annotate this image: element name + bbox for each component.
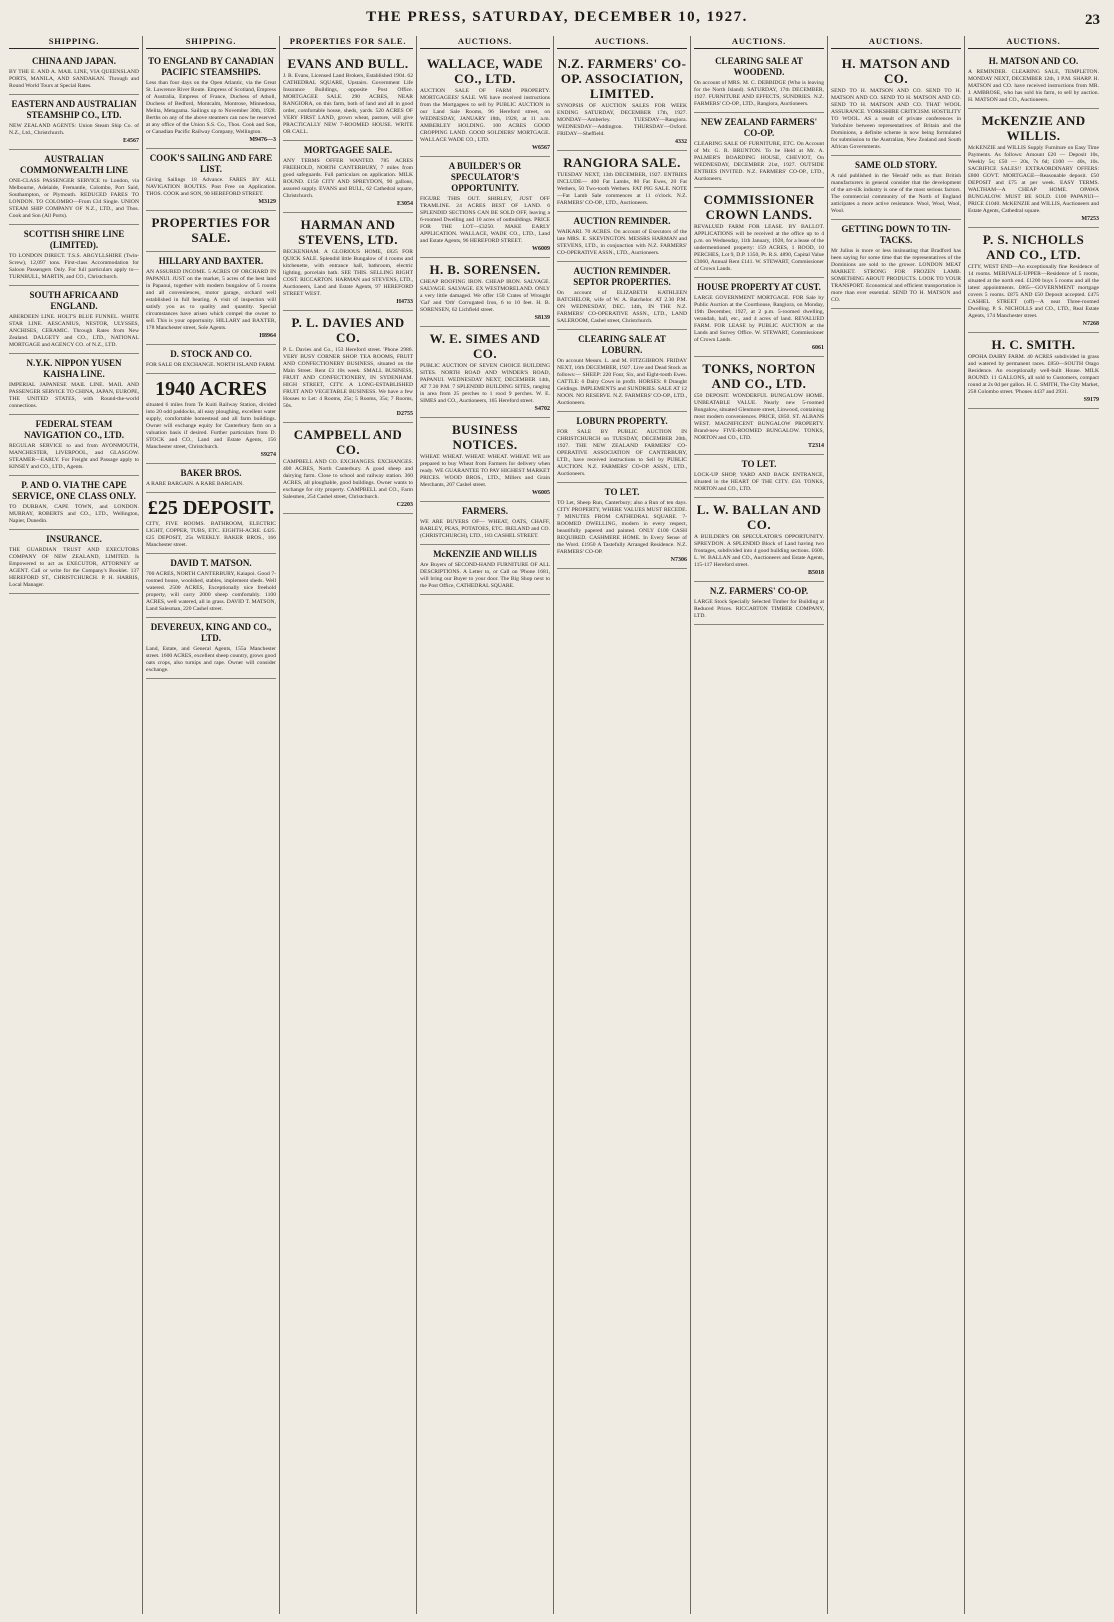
ad-reference-code: H4733 [396,299,413,305]
masthead [0,0,1114,30]
ad-title: H. B. SORENSEN. [429,262,541,277]
ad-body: TUESDAY NEXT, 13th DECEMBER, 1927. ENTRIES INCLUDE— 400 Fat Lambs, 80 Fat Ewes, 20 Fat Wethers, 50 Two-tooth Wethers. FAT PIG SALE. NOTE—Fat Lamb Sale commences at 11 o'clock. N.Z. FARMERS' CO-OP., LTD., Auctioneers. [557,172,687,206]
ad-title: N.Z. FARMERS' CO-OP. [709,586,809,596]
column [6,36,143,1614]
advertisement [420,502,550,545]
ad-body: OPOHA DAIRY FARM. 40 ACRES subdivided in grass and watered by permanent races. £850—SOUTH Otago Residence. An exceptionally well-built House. MILK ROUND. 11 GALLONS, all sold to Customers, compact round at 2s 0d per gallon. H. C. SMITH, The City Market, 258 Colombo street. 'Phones 4437 and 2931. [968,354,1099,395]
advertisement [283,141,413,213]
ad-body: McKENZIE and WILLIS Supply Furniture on Easy Time Payments. As follows: Amount £20 — Deposit 10s, Weekly 5s; £50 — 20s, 7s 6d; £100 — 40s, 10s. SACRIFICE SALES!! EXTRAORDINARY OFFERS: £800 GOVT. MORTGAGE—Reasonable deposit. £50 DEPOSIT and £75 at per week. EASY TERMS. WALTHAM—A CHEAP HOME. OPAWA BUNGALOW. MUST BE SOLD. £100 PAPANUI—PRICE £1040. McKENZIE and WILLIS, Auctioneers and Estate Agents, Cathedral square. [968,145,1099,214]
advertisement [694,52,824,113]
ad-reference-code: M7253 [1081,216,1099,222]
advertisement [557,52,687,151]
ad-title: COMMISSIONER CROWN LANDS. [703,192,815,222]
ad-title: SOUTH AFRICA AND ENGLAND. [29,290,119,311]
ad-title: McKENZIE AND WILLIS. [981,113,1086,143]
advertisement [831,220,961,309]
ad-body: IMPERIAL JAPANESE MAIL LINE. MAIL AND PASSENGER SERVICE TO CHINA, JAPAN, EUROPE, THE UNITED STATES, with Round-the-world connections. [9,382,139,409]
ad-reference-code: S8139 [534,315,550,321]
advertisement [9,286,139,354]
advertisement [9,225,139,286]
column-heading: AUCTIONS. [557,36,687,49]
advertisement [557,330,687,412]
ad-title: P. S. NICHOLLS AND CO., LTD. [982,232,1085,262]
advertisement [420,258,550,327]
ad-title: H. MATSON AND CO. [841,56,951,86]
page-number: 23 [1085,12,1100,28]
ad-reference-code: S9274 [260,452,276,458]
advertisement [557,151,687,212]
ad-reference-code: N7268 [1082,321,1099,327]
ad-title: A BUILDER'S OR SPECULATOR'S OPPORTUNITY. [448,161,522,193]
ad-title: CHINA AND JAPAN. [31,56,117,66]
ad-reference-code: H8964 [259,333,276,339]
ad-title: INSURANCE. [46,534,102,544]
ad-reference-code: C2203 [396,502,413,508]
ad-reference-code: 4332 [675,139,687,145]
ad-body: 700 ACRES, NORTH CANTERBURY, Kaiapoi. Good 7-roomed house, woolshed, stables, implement sheds. Well watered. 2500 ACRES, Exceptionally nice freehold property, will carry 2000 sheep comfortably. 1100 ACRES, well watered, all in grass. DAVID T. MATSON, Land Salesman, 220 Cashel street. [146,571,276,612]
ad-title: SCOTTISH SHIRE LINE (LIMITED). [23,229,125,250]
column [280,36,417,1614]
column-grid [6,36,1110,1614]
ad-title: McKENZIE AND WILLIS [433,549,537,559]
ad-body: WHEAT. WHEAT. WHEAT. WHEAT. WHEAT. WE are prepared to buy Wheat from Farmers for delivery when ready. WE GUARANTEE TO PAY HIGHEST MARKET PRICES. WOOD BROS., LTD., Millers and Grain Merchants, 207 Cashel street. [420,454,550,488]
ad-body: TO LONDON DIRECT. T.S.S. ARGYLLSHIRE (Twin-Screw), 12,097 tons. First-class Accommodation for Saloon Passengers Only. For full particulars apply to— TURNBULL, MARTIN, and CO., Christchurch. [9,253,139,280]
ad-title: CLEARING SALE AT WOODEND. [715,56,803,77]
ad-title: DEVEREUX, KING AND CO., LTD. [150,622,272,643]
ad-title: TONKS, NORTON AND CO., LTD. [702,361,816,391]
ad-reference-code: D2755 [396,411,413,417]
ad-body: FOR SALE OR EXCHANGE. NORTH ISLAND FARM. [146,362,276,368]
column-heading: SHIPPING. [146,36,276,49]
ad-body: LARGE GOVERNMENT MORTGAGE. FOR Sale by Public Auction at the Courthouse, Rangiora, on Monday, 19th December, 1927, at 2 p.m. 5-roomed dwelling, verandah, hall, etc., and 4 acres of land. REVALUED FARM. FOR LEASE by PUBLIC AUCTION at the Lands and Survey Office. W. STEWART, Commissioner of Crown Lands. [694,295,824,343]
ad-body: WE ARE BUYERS OF— WHEAT, OATS, CHAFF, BARLEY, PEAS, POTATOES, ETC. IRELAND and CO. (CHRISTCHURCH), LTD., 183 CASHEL STREET. [420,519,550,539]
ad-title: LOBURN PROPERTY. [576,416,668,426]
advertisement [968,52,1099,109]
ad-reference-code: E3054 [396,201,413,207]
ad-title: FEDERAL STEAM NAVIGATION CO., LTD. [23,419,125,440]
advertisement [9,95,139,150]
column-heading: PROPERTIES FOR SALE. [283,36,413,49]
advertisement [831,52,961,156]
ad-title: TO LET. [604,487,640,497]
ad-body: £50 DEPOSIT. WONDERFUL BUNGALOW HOME. UNBEATABLE VALUE. Nearly new 5-roomed Bungalow, situated Glenmore street, Linwood, containing most modern conveniences. PRICE, £850. ST. ALBANS WEST. MAGNIFICENT BUNGALOW PROPERTY. Brand-new FIVE-ROOMED BUNGALOW. TONKS, NORTON and CO., LTD. [694,393,824,441]
ad-body: PUBLIC AUCTION OF SEVEN CHOICE BUILDING SITES. NORTH ROAD AND WINDER'S ROAD, PAPANUI. WEDNESDAY NEXT, DECEMBER 14th, AT 7.30 P.M. 7 SPLENDID BUILDING SITES, ranging in area from 25 perches to 1 rood 9 perches. W. E. SIMES and CO., Auctioneers, 165 Hereford street. [420,363,550,404]
ad-title: D. STOCK AND CO. [170,349,252,359]
ad-body: On account Messrs. L. and M. FITZGIBBON. FRIDAY NEXT, 16th DECEMBER, 1927. Live and Dead Stock as follows:— SHEEP: 220 Four, Six, and Eight-tooth Ewes. CATTLE: 6 Dairy Cows in profit. HORSES: 8 Draught Geldings. IMPLEMENTS and SUNDRIES. SALE AT 12 NOON. NO RESERVE. N.Z. FARMERS' CO-OP., LTD., Auctioneers. [557,358,687,406]
ad-body: CHEAP ROOFING IRON. CHEAP IRON. SALVAGE. SALVAGE. SALVAGE. EX WESTMORELAND. ONLY a very little damaged. We offer 150 Crates of Wrought 'Gal' and 'Orb' Corrugated Iron, 6 to 10 feet. H. B. SORENSEN, 62 Lichfield street. [420,279,550,313]
ad-reference-code: S4702 [534,406,550,412]
ad-reference-code: W6009 [532,246,550,252]
ad-body: TO Let, Sheep Run, Canterbury; also a Run of ten days. CITY PROPERTY, WHERE VALUES MUST RECEDE. 7 MINUTES FROM CATHEDRAL SQUARE. 7-ROOMED DWELLING, modern in every respect, beautifully papered and painted. ONLY £100 CASH REQUIRED. CASHMERE HOME. In Every Sense of the Word. £1950 A Tastefully Arranged Residence. N.Z. FARMERS' CO-OP. [557,500,687,555]
ad-body: FOR SALE BY PUBLIC AUCTION IN CHRISTCHURCH on TUESDAY, DECEMBER 20th, 1927. THE NEW ZEALAND FARMERS' CO-OPERATIVE ASSOCIATION OF CANTERBURY, LTD., have received instructions to Sell by PUBLIC AUCTION. N.Z. FARMERS' CO-OP. ASSN., LTD., Auctioneers. [557,429,687,477]
column-heading: AUCTIONS. [420,36,550,49]
ad-title: PROPERTIES FOR SALE. [151,215,271,245]
ad-body: CITY, FIVE ROOMS. BATHROOM, ELECTRIC LIGHT, COPPER, TUBS, ETC. EIGHTH-ACRE. £425. £25 DEPOSIT, 25s WEEKLY. BAKER BROS., 166 Manchester street. [146,521,276,548]
ad-title: H. C. SMITH. [991,337,1076,352]
ad-body: J. R. Evans, Licensed Land Brokers, Established 1904. 62 CATHEDRAL SQUARE, Upstairs. Government Life Insurance Buildings, opposite Post Office. MORTGAGEE SALE. 290 ACRES, NEAR RANGIORA, on this farm, both of land and all in good order, comfortable house, sheds, yards. 520 ACRES OF VERY FIRST LAND, grown wheat, pasture, will give PRACTICALLY NEW 7-ROOMED HOUSE. WRITE OR CALL. [283,73,413,135]
column [143,36,280,1614]
ad-title: 1940 ACRES [155,378,267,400]
advertisement [557,412,687,483]
ad-title: HARMAN AND STEVENS, LTD. [298,217,398,247]
ad-reference-code: 6061 [812,345,824,351]
newspaper-title: THE PRESS, SATURDAY, DECEMBER 10, 1927. [366,9,748,25]
ad-title: MORTGAGEE SALE. [303,145,393,155]
column-heading: AUCTIONS. [968,36,1099,49]
column-heading: AUCTIONS. [831,36,961,49]
column-heading: AUCTIONS. [694,36,824,49]
column [828,36,965,1614]
advertisement [694,582,824,625]
advertisement [420,418,550,502]
ad-body: A RARE BARGAIN. A RARE BARGAIN. [146,481,244,487]
ad-body: CLEARING SALE OF FURNITURE, ETC. On Account of Mr. G. R. BRUNTON. To be Held at Mr. A. PALMER'S BOARDING HOUSE, CHEVIOT, On WEDNESDAY, DECEMBER 21st, 1927. OUTSIDE ENTRIES INVITED. N.Z. FARMERS' CO-OP., LTD., Auctioneers. [694,141,824,182]
ad-title: N.Z. FARMERS' CO-OP. ASSOCIATION, LIMITED. [557,56,687,101]
advertisement [9,415,139,476]
ad-body: WAIKARI. 70 ACRES. On account of Executors of the late MRS. E. SKEVINGTON. MESSRS HARMAN and STEVENS, LTD., in conjunction with N.Z. FARMERS' CO-OPERATIVE ASSN., LTD., Auctioneers. [557,229,687,256]
ad-body: Land, Estate, and General Agents, 155a Manchester street. 1600 ACRES, excellent sheep country, grows good oats crops, also turnips and rape. Owner will consider exchange. [146,646,276,673]
advertisement [146,493,276,554]
ad-body: On account of MRS. M. C. DEBBIDGE (Who is leaving for the North Island). SATURDAY, 17th DECEMBER, 1927. FURNITURE AND EFFECTS, SUNDRIES. N.Z. FARMERS' CO-OP., LTD., Rangiora, Auctioneers. [694,80,824,107]
ad-body: AN ASSURED INCOME. 5 ACRES OF ORCHARD IN PAPANUI. JUST on the market, 5 acres of the best land in Papanui, together with modern bungalow of 5 rooms and all conveniences, motor garage, orchard well established in full bearing. A visit of inspection will satisfy you as to quality and quantity. Special circumstances have arisen which compel the owner to sell. This is your opportunity. HILLARY and BAXTER, 178 Manchester street, Sole Agents. [146,269,276,331]
ad-body: situated 6 miles from Te Kuiti Railway Station, divided into 20 odd paddocks, all easy ploughing, excellent water supply, comfortable homestead and all farm buildings. Owner will exchange equity for Canterbury farm on a valuation basis if desired. Further particulars from D. STOCK and CO., Land and Estate Agents, 156 Manchester street, Christchurch. [146,402,276,450]
ad-reference-code: M3129 [258,199,276,205]
advertisement [694,278,824,357]
advertisement [420,52,550,157]
ad-body: REVALUED FARM FOR LEASE. BY BALLOT. APPLICATIONS will be received at the office up to 4 p.m. on Wednesday, 11th January, 1928, for a lease of the undermentioned property: 159 ACRES, 1 ROOD, 10 PERCHES, Lot 9, D.P. 1350, Pt. R.S. 4890, Capital Value £3060, Annual Rent £141. W. STEWART, Commissioner of Crown Lands. [694,224,824,272]
ad-reference-code: N7306 [670,557,687,563]
advertisement [694,455,824,498]
advertisement [146,554,276,618]
ad-reference-code: W6567 [532,145,550,151]
ad-title: NEW ZEALAND FARMERS' CO-OP. [700,117,818,138]
ad-body: CITY, WEST END—An exceptionally fine Residence of 14 rooms. MERIVALE-UPPER—Residence of 5 rooms, situated at the north end. £1200 buys 5 rooms and all the latest appointments. £865—GOVERNMENT mortgage covers 5 rooms. £875 AND £50 Deposit accepted. £475 CASHEL STREET (off)—A neat Three-roomed Dwelling. P. S. NICHOLLS and CO., LTD., Real Estate Agents, 174 Manchester street. [968,264,1099,319]
ad-body: AUCTION SALE OF FARM PROPERTY. MORTGAGEES' SALE. WE have received instructions from the Mortgagees to sell by PUBLIC AUCTION in our Land Sale Rooms, 96 Hereford street, on WEDNESDAY, JANUARY 18th, 1928, at 11 a.m. AMBERLEY HOLDING. 100 ACRES GOOD CROPPING LAND. GOOD SOLDIERS' MORTGAGE. WALLACE WADE CO., LTD. [420,88,550,143]
ad-body: ANY TERMS OFFER WANTED. 785 ACRES FREEHOLD, NORTH CANTERBURY, 7 miles from good safeguards. Full particulars on application. MILK ROUND. £150 CITY AND SPREYDON, 90 gallons, assured supply. EVANS and BULL, 62 Cathedral square, Christchurch. [283,158,413,199]
advertisement [146,149,276,211]
ad-body: LARGE Stock Specially Selected Timber for Building at Reduced Prices. RICCARTON TIMBER COMPANY, LTD. [694,599,824,619]
ad-title: AUSTRALIAN COMMONWEALTH LINE [20,154,128,175]
ad-title: £25 DEPOSIT. [147,497,275,519]
advertisement [694,113,824,188]
advertisement [146,211,276,252]
ad-body: ONE-CLASS PASSENGER SERVICE to London, via Melbourne, Adelaide, Fremantle, Colombo, Port Said, Southampton, or Plymouth. REDUCED FARES TO LONDON. TO COLOMBO—From £34 Single. UNION STEAM SHIP COMPANY OF N.Z., LTD., and Thos. Cook and Son (All Ports). [9,178,139,219]
ad-body: P. L. Davies and Co., 153 Hereford street. 'Phone 2986. VERY BUSY CORNER SHOP. TEA ROOMS, FRUIT AND CONFECTIONERY BUSINESS, situated on the Main Street. Rent £3 10s week. SMALL BUSINESS, FRUIT AND CONFECTIONERY, IN SYDENHAM. HIGH STREET, CITY. A LONG-ESTABLISHED FRUIT AND VEGETABLE BUSINESS. We have a few Houses to Let: 4 Rooms, 25s; 5 Rooms, 35s; 7 Rooms, 50s. [283,347,413,409]
column [554,36,691,1614]
advertisement [694,357,824,455]
advertisement [9,52,139,95]
advertisement [968,333,1099,409]
ad-body: FIGURE THIS OUT. SHIRLEY, JUST OFF TRAMLINE. 24 ACRES BEST OF LAND. 6 SPLENDID SECTIONS CAN BE SOLD OFF, leaving a 6-roomed Dwelling and 10 acres of outbuildings. PRICE FOR THE LOT—£3250. MAKE EARLY APPLICATION. WALLACE, WADE CO., LTD., Land and Estate Agents, 96 HEREFORD STREET. [420,196,550,244]
ad-body: SYNOPSIS OF AUCTION SALES FOR WEEK ENDING SATURDAY, DECEMBER 17th, 1927. MONDAY—Amberley. TUESDAY—Rangiora. WEDNESDAY—Addington. THURSDAY—Oxford. FRIDAY—Sheffield. [557,103,687,137]
ad-body: BY THE E. AND A. MAIL LINE, VIA QUEENSLAND PORTS, MANILA, AND SANDAKAN. Through and Round World Tours at Special Rates. [9,69,139,89]
ad-title: HILLARY AND BAXTER. [158,256,264,266]
ad-title: P. AND O. VIA THE CAPE SERVICE, ONE CLASS ONLY. [12,480,136,501]
advertisement [831,156,961,220]
ad-title: N.Y.K. NIPPON YUSEN KAISHA LINE. [26,358,122,379]
ad-body: SEND TO H. MATSON AND CO. SEND TO H. MATSON AND CO. SEND TO H. MATSON AND CO. SEND TO H. MATSON AND CO. THAT WOOL ASSURANCE. YORKSHIRE CRITICISM. HOSTILITY TO WOOL. AS a result of private conferences in Yorkshire between representatives of Britain and the Dominions, a definite scheme is now being formulated for submission to the Australian, New Zealand and South African Governments. [831,88,961,150]
ad-title: DAVID T. MATSON. [170,558,252,568]
advertisement [557,212,687,262]
ad-body: ABERDEEN LINE. HOLT'S BLUE FUNNEL. WHITE STAR LINE. AESCANIUS, NESTOR, ULYSSES, ANCHISES, CERAMIC. Through Rates from New Zealand. DALGETY and CO., LTD., NATIONAL MORTGAGE and AGENCY CO. of N.Z., LTD. [9,314,139,348]
ad-title: WALLACE, WADE CO., LTD. [426,56,544,86]
ad-title: FARMERS. [461,506,509,516]
ad-title: H. MATSON AND CO. [988,56,1079,66]
ad-title: GETTING DOWN TO TIN-TACKS. [841,224,951,245]
ad-title: P. L. DAVIES AND CO. [291,315,405,345]
column [417,36,554,1614]
ad-body: Mr Julius is more or less insinuating that Bradford has been saying for some time that the representatives of the Dominions are sold to the grower. LONDON MEAT MARKET. STRONG FOR FROZEN LAMB. SOMETHING ABOUT PRODUCTS. LOOK TO YOUR TRANSPORT. Economical and efficient transportation is more than ever essential. SEND TO H. MATSON and CO. [831,248,961,303]
ad-body: LOCK-UP SHOP, YARD AND BACK ENTRANCE, situated in the HEART OF THE CITY. £50. TONKS, NORTON and CO., LTD. [694,472,824,492]
ad-title: CAMPBELL AND CO. [293,427,403,457]
ad-title: W. E. SIMES AND CO. [429,331,541,361]
ad-title: TO LET. [741,459,777,469]
advertisement [146,345,276,374]
advertisement [146,374,276,464]
ad-body: THE GUARDIAN TRUST AND EXECUTORS COMPANY OF NEW ZEALAND, LIMITED. Is Empowered to act as EXECUTOR, ATTORNEY or AGENT. Call or write for the Company's Booklet. 137 HEREFORD ST., CHRISTCHURCH. P. H. HARRIS, Local Manager. [9,547,139,588]
ad-title: COOK'S SAILING AND FARE LIST. [149,153,273,174]
ad-body: Less than four days on the Open Atlantic, via the Great St. Lawrence River Route. Empress of Scotland, Empress of Australia, Empress of France, Duchess of Atholl, Duchess of Bedford, Montcalm, Montrose, Minnedosa, Melita, Metagama. Sailings up to November 30th, 1928. Berths on any of the above steamers can now be reserved at any office of the Union S.S. Co., Thos. Cook and Son, or Canadian Pacific Railway Company, Wellington. [146,80,276,135]
ad-reference-code: M9476—3 [249,137,276,143]
ad-title: AUCTION REMINDER. SEPTOR PROPERTIES. [573,266,671,287]
ad-title: BAKER BROS. [180,468,242,478]
ad-title: CLEARING SALE AT LOBURN. [578,334,666,355]
ad-title: SAME OLD STORY. [855,160,937,170]
ad-body: A raid published in the 'Herald' tells us that: British manufacturers in general consider that the development of the art-silk industry is one of the most serious factors. The commercial community of the North of England anticipates a more active resistance. Wool, Wool, Wool, Wool. [831,173,961,214]
ad-body: CAMPBELL AND CO. EXCHANGES. EXCHANGES. 400 ACRES, North Canterbury. A good sheep and dairying farm. Close to school and railway station. 360 ACRES, all ploughable, good buildings. Owner wants to exchange for city property. CAMPBELL and CO., Farm Salesmen, 254 Cashel street, Christchurch. [283,459,413,500]
column [691,36,828,1614]
advertisement [9,354,139,415]
ad-title: BUSINESS NOTICES. [451,422,519,452]
ad-body: On account of ELIZABETH KATHLEEN BATCHELOR, wife of W. A. Batchelor. AT 2.30 P.M. ON WEDNESDAY, DEC. 14th, IN THE N.Z. FARMERS' CO-OPERATIVE ASSN., LTD., LAND SALEROOM, Cashel street, Christchurch. [557,290,687,324]
advertisement [968,228,1099,333]
ad-body: Giving Sailings 18 Advance. FARES BY ALL NAVIGATION ROUTES. Post Free on Application. THOS. COOK and SON, 90 HEREFORD STREET. [146,177,276,197]
advertisement [146,252,276,345]
advertisement [9,150,139,225]
advertisement [283,52,413,141]
ad-reference-code: E4567 [122,138,139,144]
ad-body: BECKENHAM. A GLORIOUS HOME, £825 FOR QUICK SALE. Splendid little Bungalow of 4 rooms and kitchenette, with entrance hall, bathroom, electric lighting, porcelain bath. SEE THIS. SELLING RIGHT COST. RICCARTON. HARMAN and STEVENS, LTD., Auctioneers, Land and Estate Agents, 97 HEREFORD STREET WEST. [283,249,413,297]
ad-reference-code: T2314 [807,443,824,449]
advertisement [146,464,276,493]
advertisement [9,530,139,594]
ad-title: AUCTION REMINDER. [573,216,671,226]
advertisement [283,311,413,423]
advertisement [283,213,413,311]
ad-reference-code: B5018 [807,570,824,576]
ad-body: REGULAR SERVICE to and from AVONMOUTH, MANCHESTER, LIVERPOOL, and GLASGOW. STEAMER—EARLY. For Freight and Passage apply to KINSEY and CO., LTD., Agents. [9,443,139,470]
advertisement [146,618,276,679]
ad-title: TO ENGLAND BY CANADIAN PACIFIC STEAMSHIPS. [148,56,274,77]
ad-title: HOUSE PROPERTY AT CUST. [697,282,821,292]
ad-title: EVANS AND BULL. [287,56,409,71]
advertisement [557,483,687,569]
advertisement [420,327,550,418]
ad-body: NEW ZEALAND AGENTS: Union Steam Ship Co. of N.Z., Ltd., Christchurch. [9,123,139,136]
column-heading: SHIPPING. [9,36,139,49]
ad-reference-code: W6005 [532,490,550,496]
ad-body: A BUILDER'S OR SPECULATOR'S OPPORTUNITY. SPREYDON. A SPLENDID Block of Land having two frontages, subdivided into 4 good building sections. £600. L. W. BALLAN and CO., Auctioneers and Estate Agents, 115-117 Hereford street. [694,534,824,568]
ad-title: L. W. BALLAN AND CO. [696,502,822,532]
advertisement [968,109,1099,228]
advertisement [557,262,687,330]
advertisement [283,423,413,514]
ad-body: Are Buyers of SECOND-HAND FURNITURE OF ALL DESCRIPTIONS. A Letter to, or Call on 'Phone 1681, will bring our Buyer to your door. The Big Shop next to the Post Office, CATHEDRAL SQUARE. [420,562,550,589]
ad-title: EASTERN AND AUSTRALIAN STEAMSHIP CO., LTD. [11,99,137,120]
advertisement [9,476,139,530]
advertisement [420,157,550,258]
advertisement [694,498,824,582]
ad-title: RANGIORA SALE. [563,155,681,170]
advertisement [694,188,824,278]
column [965,36,1102,1614]
ad-body: A REMINDER. CLEARING SALE, TEMPLETON. MONDAY NEXT, DECEMBER 12th, 1 P.M. SHARP. H. MATSON and CO. have received instructions from MR. J. AMBROSE, who has sold his farm, to sell by auction. H. MATSON and CO., Auctioneers. [968,69,1099,103]
ad-reference-code: S9179 [1083,397,1099,403]
advertisement [146,52,276,149]
advertisement [420,545,550,595]
ad-body: TO DURBAN, CAPE TOWN, and LONDON. MURRAY, ROBERTS and CO., LTD., Wellington, Napier, Dunedin. [9,504,139,524]
